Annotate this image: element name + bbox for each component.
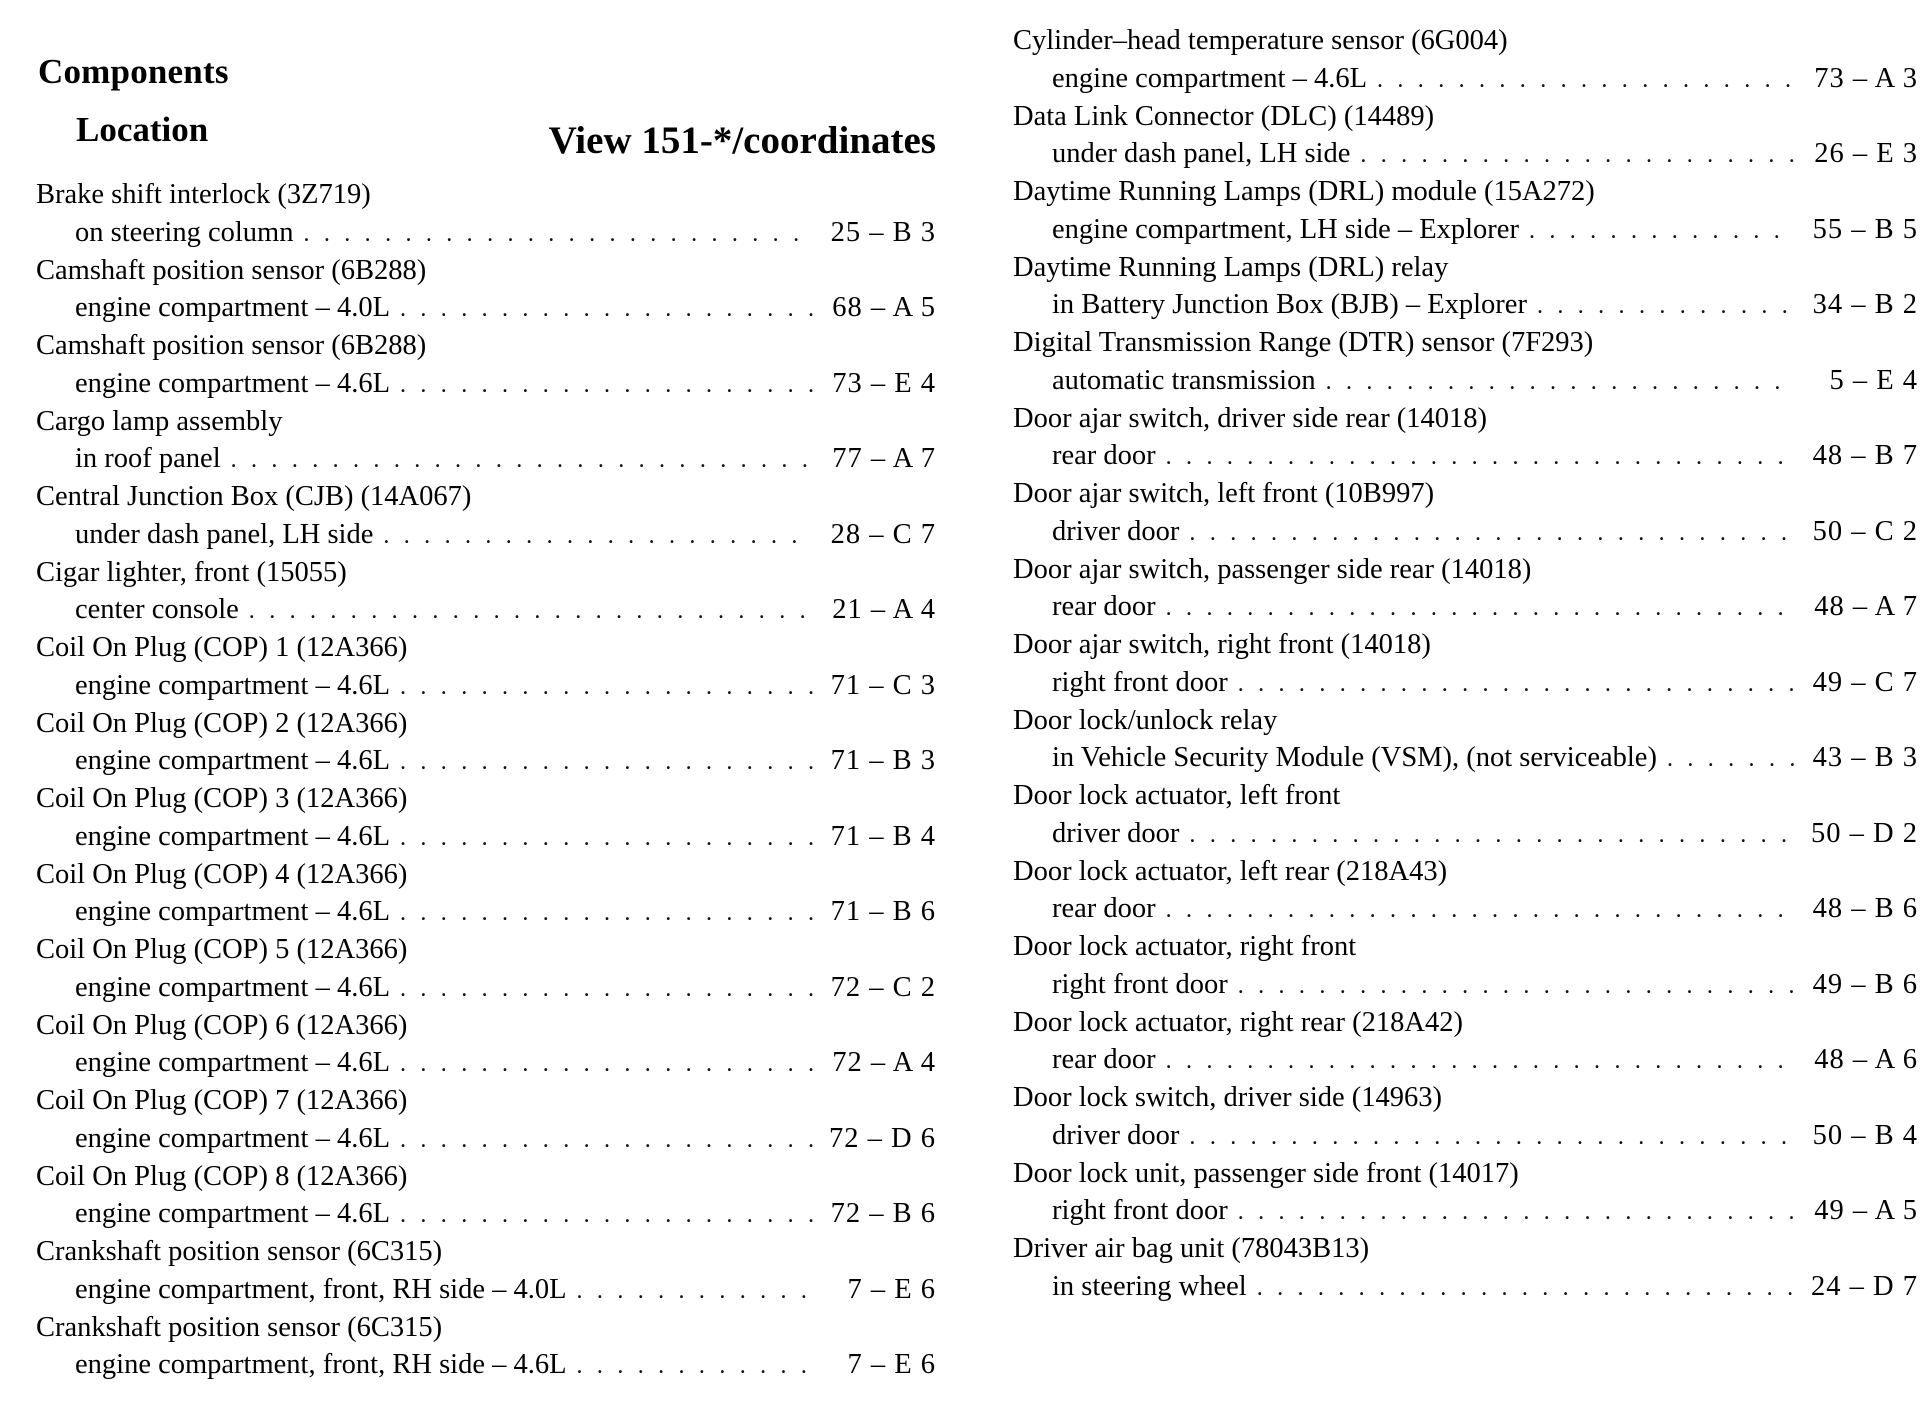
component-name: Coil On Plug (COP) 1 (12A366) [36,632,408,663]
location-row [36,1044,936,1084]
location-row [36,591,936,631]
component-name: Driver air bag unit (78043B13) [1013,1233,1370,1264]
location-row [36,1195,936,1235]
index-entry [1013,777,1918,853]
dot-leader [1238,666,1795,704]
view-coordinate-ref: 28 – C 7 [830,518,936,550]
index-entry [36,1082,936,1158]
location-row [1013,739,1918,779]
component-location: rear door [1052,893,1156,925]
dot-leader [400,971,813,1009]
component-location: engine compartment, front, RH side – 4.0L [75,1273,567,1305]
component-location: on steering column [75,216,294,248]
location-row [36,440,936,480]
view-coordinate-ref: 49 – A 5 [1814,1195,1918,1227]
view-coordinate-ref: 72 – C 2 [830,971,936,1003]
component-name: Door lock actuator, right front [1013,931,1357,962]
view-coordinate-ref: 5 – E 4 [1829,364,1918,396]
component-location: right front door [1052,968,1228,1000]
dot-leader [1189,1119,1795,1157]
component-location: center console [75,594,239,626]
right-column [1013,22,1918,1306]
component-location: engine compartment – 4.6L [75,820,390,852]
component-name: Data Link Connector (DLC) (14489) [1013,100,1435,132]
index-entry [36,252,936,328]
dot-leader [1166,1043,1795,1081]
component-location: engine compartment, front, RH side – 4.6L [75,1349,567,1381]
view-coordinate-ref: 48 – A 7 [1814,591,1918,623]
dot-leader [400,367,813,405]
index-entry [36,554,936,630]
component-location: rear door [1052,591,1156,623]
view-coordinate-ref: 71 – B 4 [830,820,936,852]
view-coordinate-ref: 34 – B 2 [1812,289,1918,321]
dot-leader [400,744,813,782]
component-name: Door lock actuator, left front [1013,780,1341,811]
location-row [36,1271,936,1311]
view-coordinate-ref: 48 – B 7 [1812,440,1918,472]
dot-leader [400,1197,813,1235]
location-row [36,214,936,254]
component-name: Door ajar switch, passenger side rear (14018) [1013,553,1532,585]
index-entry [1013,1079,1918,1155]
location-row [36,1120,936,1160]
index-entry [36,705,936,781]
dot-leader [1189,817,1795,855]
location-row [1013,815,1918,855]
index-entry [36,931,936,1007]
component-location: engine compartment, LH side – Explorer [1052,213,1519,245]
dot-leader [1360,137,1795,175]
view-coordinate-ref: 73 – A 3 [1814,62,1918,94]
index-entry [36,327,936,403]
component-name: Coil On Plug (COP) 8 (12A366) [36,1160,408,1192]
location-row [36,667,936,707]
dot-leader [400,669,813,707]
view-coordinate-ref: 49 – B 6 [1812,968,1918,1000]
dot-leader [1326,364,1795,402]
location-row [36,289,936,329]
dot-leader [577,1273,813,1311]
components-heading: Components [38,52,229,91]
component-location: engine compartment – 4.6L [75,669,390,701]
location-row [36,1346,936,1386]
location-row [1013,211,1918,251]
index-entry [1013,475,1918,551]
component-name: Door ajar switch, driver side rear (14018) [1013,402,1488,434]
view-coordinate-ref: 7 – E 6 [847,1349,936,1381]
dot-leader [303,216,813,254]
component-name: Brake shift interlock (3Z719) [36,179,371,210]
component-name: Camshaft position sensor (6B288) [36,254,427,286]
dot-leader [400,291,813,329]
location-row [1013,588,1918,628]
dot-leader [400,1046,813,1084]
component-name: Coil On Plug (COP) 2 (12A366) [36,707,408,739]
component-location: engine compartment – 4.6L [75,1047,390,1079]
index-entry [36,1233,936,1309]
component-name: Central Junction Box (CJB) (14A067) [36,481,472,512]
location-row [1013,664,1918,704]
component-location: engine compartment – 4.0L [75,292,390,324]
index-entry [36,780,936,856]
view-coordinate-ref: 71 – C 3 [830,669,936,701]
view-coordinate-ref: 50 – D 2 [1811,817,1918,849]
component-location: in Battery Junction Box (BJB) – Explorer [1052,289,1527,321]
location-row [36,365,936,405]
index-entry [1013,551,1918,627]
view-coordinate-ref: 72 – D 6 [829,1122,936,1154]
component-location: in steering wheel [1052,1270,1247,1302]
dot-leader [1529,213,1795,251]
component-name: Coil On Plug (COP) 6 (12A366) [36,1009,408,1041]
component-name: Cylinder–head temperature sensor (6G004) [1013,25,1508,56]
dot-leader [249,593,813,631]
component-location: driver door [1052,817,1180,849]
component-name: Cargo lamp assembly [36,405,283,437]
index-entry [1013,1004,1918,1080]
location-row [1013,437,1918,477]
location-row [1013,60,1918,100]
component-location: in Vehicle Security Module (VSM), (not serviceable) [1052,742,1657,774]
component-location: right front door [1052,1195,1228,1227]
component-name: Daytime Running Lamps (DRL) module (15A272) [1013,176,1595,207]
location-row [36,969,936,1009]
view-coordinate-ref: 43 – B 3 [1812,742,1918,774]
view-coordinate-ref: 68 – A 5 [832,292,936,324]
dot-leader [400,820,813,858]
view-coordinate-ref: 49 – C 7 [1812,666,1918,698]
component-name: Daytime Running Lamps (DRL) relay [1013,251,1449,283]
location-row [1013,135,1918,175]
view-coordinate-ref: 21 – A 4 [832,594,936,626]
component-name: Door lock/unlock relay [1013,704,1278,736]
index-entry [36,403,936,479]
view-coordinate-ref: 55 – B 5 [1812,213,1918,245]
view-coordinate-ref: 50 – C 2 [1812,515,1918,547]
index-entry [1013,400,1918,476]
component-location: right front door [1052,666,1228,698]
component-location: engine compartment – 4.6L [1052,62,1367,94]
location-heading: Location [76,110,209,149]
location-row [36,516,936,556]
component-name: Crankshaft position sensor (6C315) [36,1311,443,1343]
index-entry [1013,1230,1918,1306]
dot-leader [400,1122,813,1160]
dot-leader [1257,1270,1795,1308]
component-name: Door lock actuator, left rear (218A43) [1013,855,1448,887]
dot-leader [231,442,813,480]
view-coordinate-ref: 71 – B 3 [830,745,936,777]
index-entry [1013,249,1918,325]
index-entry [36,856,936,932]
component-location: engine compartment – 4.6L [75,1198,390,1230]
component-location: engine compartment – 4.6L [75,1122,390,1154]
index-entry [36,478,936,554]
component-location: engine compartment – 4.6L [75,367,390,399]
component-name: Door lock switch, driver side (14963) [1013,1082,1442,1113]
view-coordinates-heading: View 151-*/coordinates [548,119,936,162]
view-coordinate-ref: 48 – A 6 [1814,1044,1918,1076]
location-row [36,742,936,782]
index-entry [1013,324,1918,400]
component-location: engine compartment – 4.6L [75,971,390,1003]
view-coordinate-ref: 25 – B 3 [830,216,936,248]
dot-leader [400,895,813,933]
dot-leader [577,1348,813,1386]
index-entry [36,629,936,705]
left-column [36,176,936,1384]
index-entry [1013,173,1918,249]
location-row [36,893,936,933]
location-row [1013,362,1918,402]
index-entry [1013,98,1918,174]
location-row [1013,1041,1918,1081]
index-entry [1013,1155,1918,1231]
component-name: Coil On Plug (COP) 7 (12A366) [36,1085,408,1116]
component-name: Digital Transmission Range (DTR) sensor (7F293) [1013,327,1594,358]
dot-leader [1166,439,1795,477]
location-row [1013,513,1918,553]
index-entry [36,176,936,252]
location-row [1013,286,1918,326]
component-location: rear door [1052,440,1156,472]
component-location: driver door [1052,1119,1180,1151]
dot-leader [1377,62,1795,100]
view-coordinate-ref: 7 – E 6 [847,1273,936,1305]
component-location: under dash panel, LH side [1052,138,1351,170]
component-location: rear door [1052,1044,1156,1076]
view-coordinate-ref: 73 – E 4 [832,367,936,399]
index-entry [1013,626,1918,702]
component-location: engine compartment – 4.6L [75,896,390,928]
dot-leader [1166,590,1795,628]
component-name: Door lock unit, passenger side front (14017) [1013,1157,1519,1189]
component-name: Coil On Plug (COP) 5 (12A366) [36,934,408,965]
component-location: driver door [1052,515,1180,547]
dot-leader [1667,741,1795,779]
component-name: Cigar lighter, front (15055) [36,556,347,588]
dot-leader [1238,968,1795,1006]
component-name: Coil On Plug (COP) 4 (12A366) [36,858,408,890]
dot-leader [1166,892,1795,930]
index-entry [1013,853,1918,929]
component-name: Coil On Plug (COP) 3 (12A366) [36,783,408,814]
index-entry [36,1007,936,1083]
dot-leader [383,518,813,556]
location-row [1013,1192,1918,1232]
view-coordinate-ref: 72 – B 6 [830,1198,936,1230]
component-location: under dash panel, LH side [75,518,374,550]
location-row [1013,890,1918,930]
component-name: Door ajar switch, left front (10B997) [1013,478,1435,509]
view-coordinate-ref: 50 – B 4 [1812,1119,1918,1151]
dot-leader [1537,288,1795,326]
index-entry [1013,702,1918,778]
component-location: automatic transmission [1052,364,1316,396]
location-row [1013,966,1918,1006]
component-name: Camshaft position sensor (6B288) [36,330,427,361]
index-entry [36,1158,936,1234]
component-location: engine compartment – 4.6L [75,745,390,777]
view-coordinate-ref: 72 – A 4 [832,1047,936,1079]
view-coordinate-ref: 26 – E 3 [1814,138,1918,170]
view-coordinate-ref: 24 – D 7 [1811,1270,1918,1302]
component-name: Crankshaft position sensor (6C315) [36,1236,443,1267]
index-entry [1013,928,1918,1004]
view-coordinate-ref: 77 – A 7 [832,443,936,475]
dot-leader [1238,1194,1795,1232]
location-row [1013,1268,1918,1308]
location-row [36,818,936,858]
view-coordinate-ref: 48 – B 6 [1812,893,1918,925]
index-entry [36,1309,936,1385]
component-location: in roof panel [75,443,221,475]
component-name: Door ajar switch, right front (14018) [1013,629,1431,660]
view-coordinate-ref: 71 – B 6 [830,896,936,928]
index-entry [1013,22,1918,98]
dot-leader [1189,515,1795,553]
component-name: Door lock actuator, right rear (218A42) [1013,1006,1463,1038]
location-row [1013,1117,1918,1157]
